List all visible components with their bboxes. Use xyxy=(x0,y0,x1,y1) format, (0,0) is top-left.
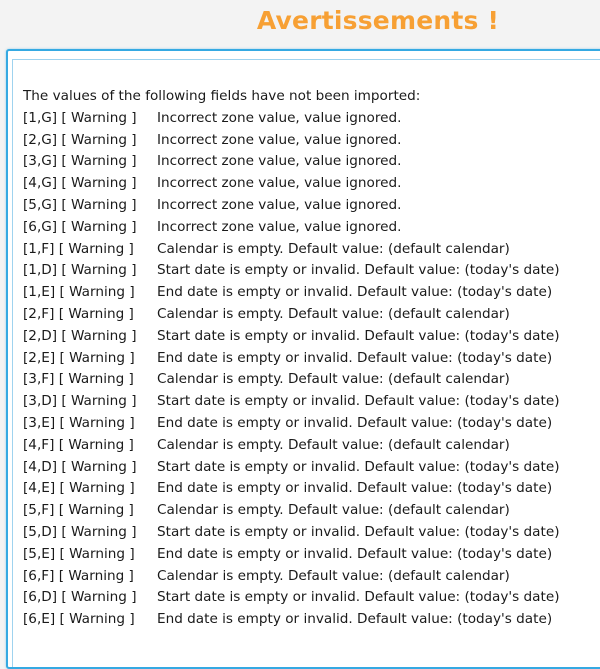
warning-ref: [2,D] [ Warning ] xyxy=(23,327,137,344)
warning-row xyxy=(23,260,560,282)
warning-row xyxy=(23,282,560,304)
warning-row xyxy=(23,522,560,544)
warning-ref: [5,E] [ Warning ] xyxy=(23,545,135,562)
warning-ref: [4,F] [ Warning ] xyxy=(23,436,134,453)
warning-message: Start date is empty or invalid. Default value: (today's date) xyxy=(157,262,560,279)
warning-message: End date is empty or invalid. Default value: (today's date) xyxy=(157,611,553,628)
warning-message: Start date is empty or invalid. Default value: (today's date) xyxy=(157,458,560,475)
warning-ref: [3,D] [ Warning ] xyxy=(23,393,137,410)
warning-row xyxy=(23,304,560,326)
warning-row xyxy=(23,500,560,522)
warning-message: Start date is empty or invalid. Default value: (today's date) xyxy=(157,589,560,606)
warning-ref: [6,G] [ Warning ] xyxy=(23,218,137,235)
warning-ref: [1,E] [ Warning ] xyxy=(23,284,135,301)
warning-message: End date is empty or invalid. Default value: (today's date) xyxy=(157,414,553,431)
warning-ref: [5,G] [ Warning ] xyxy=(23,196,137,213)
warning-ref: [6,E] [ Warning ] xyxy=(23,611,135,628)
warning-ref: [3,F] [ Warning ] xyxy=(23,371,134,388)
warning-row xyxy=(23,195,560,217)
warning-ref: [5,F] [ Warning ] xyxy=(23,502,134,519)
warning-row xyxy=(23,609,560,631)
warning-ref: [3,G] [ Warning ] xyxy=(23,153,137,170)
warning-message: Incorrect zone value, value ignored. xyxy=(157,196,402,213)
warning-row xyxy=(23,348,560,370)
warning-row xyxy=(23,544,560,566)
warning-message: Start date is empty or invalid. Default value: (today's date) xyxy=(157,393,560,410)
warning-row xyxy=(23,239,560,261)
warning-row xyxy=(23,566,560,588)
warning-message: End date is empty or invalid. Default value: (today's date) xyxy=(157,349,553,366)
warning-row xyxy=(23,326,560,348)
intro-text: The values of the following fields have not been imported: xyxy=(23,88,421,104)
warning-row xyxy=(23,217,560,239)
warning-message: Incorrect zone value, value ignored. xyxy=(157,153,402,170)
warnings-list xyxy=(23,86,560,631)
warning-ref: [6,D] [ Warning ] xyxy=(23,589,137,606)
warning-message: Calendar is empty. Default value: (default calendar) xyxy=(157,436,510,453)
warning-message: Incorrect zone value, value ignored. xyxy=(157,175,402,192)
warning-ref: [6,F] [ Warning ] xyxy=(23,567,134,584)
warning-message: End date is empty or invalid. Default value: (today's date) xyxy=(157,545,553,562)
warning-message: Incorrect zone value, value ignored. xyxy=(157,109,402,126)
warning-row xyxy=(23,108,560,130)
warning-rows xyxy=(23,108,560,631)
warning-row xyxy=(23,151,560,173)
warning-ref: [2,F] [ Warning ] xyxy=(23,305,134,322)
warning-ref: [1,F] [ Warning ] xyxy=(23,240,134,257)
warning-message: End date is empty or invalid. Default value: (today's date) xyxy=(157,284,553,301)
warning-ref: [1,D] [ Warning ] xyxy=(23,262,137,279)
warning-row xyxy=(23,369,560,391)
warning-ref: [3,E] [ Warning ] xyxy=(23,414,135,431)
warning-ref: [4,D] [ Warning ] xyxy=(23,458,137,475)
warning-row xyxy=(23,587,560,609)
dialog-title: Avertissements ! xyxy=(256,6,500,35)
warning-ref: [5,D] [ Warning ] xyxy=(23,523,137,540)
warning-row xyxy=(23,130,560,152)
warning-row xyxy=(23,173,560,195)
warning-row xyxy=(23,435,560,457)
warning-message: Incorrect zone value, value ignored. xyxy=(157,218,402,235)
warning-row xyxy=(23,478,560,500)
warning-message: Start date is empty or invalid. Default value: (today's date) xyxy=(157,327,560,344)
warning-row xyxy=(23,413,560,435)
warning-message: Calendar is empty. Default value: (default calendar) xyxy=(157,567,510,584)
warning-ref: [4,G] [ Warning ] xyxy=(23,175,137,192)
warning-message: Calendar is empty. Default value: (default calendar) xyxy=(157,371,510,388)
warning-row xyxy=(23,391,560,413)
warning-message: Calendar is empty. Default value: (default calendar) xyxy=(157,502,510,519)
warning-message: Calendar is empty. Default value: (default calendar) xyxy=(157,240,510,257)
warning-ref: [2,E] [ Warning ] xyxy=(23,349,135,366)
warning-row xyxy=(23,457,560,479)
warning-message: Start date is empty or invalid. Default value: (today's date) xyxy=(157,523,560,540)
warning-message: Calendar is empty. Default value: (default calendar) xyxy=(157,305,510,322)
warning-message: Incorrect zone value, value ignored. xyxy=(157,131,402,148)
warning-ref: [2,G] [ Warning ] xyxy=(23,131,137,148)
warning-message: End date is empty or invalid. Default value: (today's date) xyxy=(157,480,553,497)
warning-ref: [1,G] [ Warning ] xyxy=(23,109,137,126)
warning-ref: [4,E] [ Warning ] xyxy=(23,480,135,497)
